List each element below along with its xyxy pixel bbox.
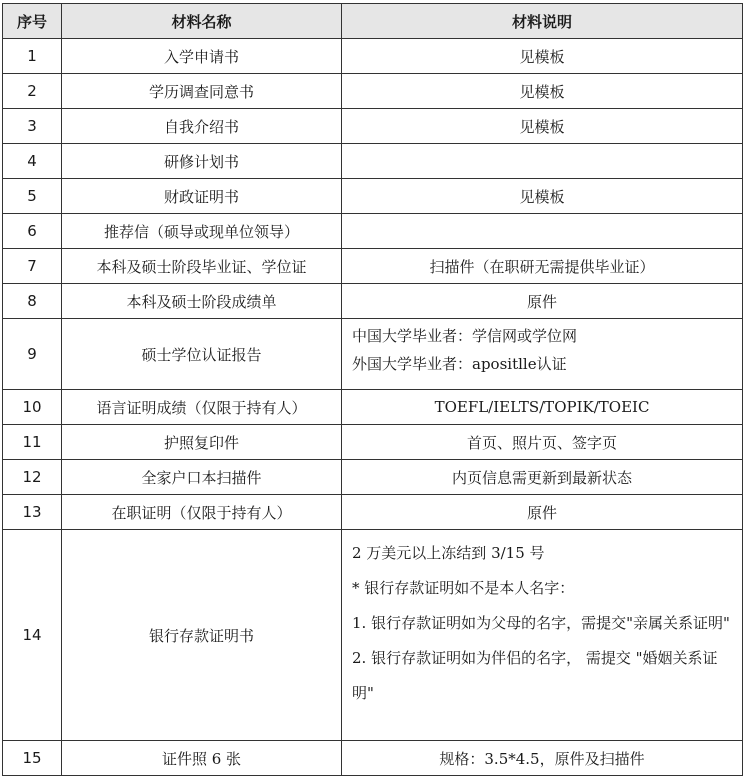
- header-row: [3, 4, 743, 39]
- table-row: [3, 460, 743, 495]
- row-desc: [342, 214, 743, 249]
- table-row: [3, 495, 743, 530]
- row-name: 自我介绍书: [62, 109, 342, 144]
- header-desc: 材料说明: [342, 4, 743, 39]
- row-name: 硕士学位认证报告: [62, 319, 342, 390]
- row-no: 7: [3, 249, 62, 284]
- table-row: [3, 109, 743, 144]
- table-row: [3, 39, 743, 74]
- row-name: 银行存款证明书: [62, 530, 342, 741]
- desc-line: 外国大学毕业者：apositlle认证: [352, 355, 567, 373]
- table-row: [3, 249, 743, 284]
- desc-line: 中国大学毕业者：学信网或学位网: [352, 327, 578, 345]
- row-name: 护照复印件: [62, 425, 342, 460]
- row-desc: [342, 319, 743, 390]
- row-no: 13: [3, 495, 62, 530]
- row-desc: 见模板: [342, 74, 743, 109]
- row-no: 3: [3, 109, 62, 144]
- row-name: 本科及硕士阶段毕业证、学位证: [62, 249, 342, 284]
- row-no: 5: [3, 179, 62, 214]
- desc-line: * 银行存款证明如不是本人名字：: [352, 579, 575, 597]
- row-desc: 原件: [342, 495, 743, 530]
- row-name: 全家户口本扫描件: [62, 460, 342, 495]
- row-name: 在职证明（仅限于持有人）: [62, 495, 342, 530]
- row-no: 8: [3, 284, 62, 319]
- row-no: 4: [3, 144, 62, 179]
- table-row: [3, 179, 743, 214]
- table-row: [3, 741, 743, 776]
- desc-line: 1. 银行存款证明如为父母的名字，需提交"亲属关系证明": [352, 614, 730, 632]
- row-no: 6: [3, 214, 62, 249]
- row-desc: 见模板: [342, 179, 743, 214]
- header-name: 材料名称: [62, 4, 342, 39]
- desc-line: 2. 银行存款证明如为伴侣的名字， 需提交 "婚姻关系证明": [352, 649, 718, 702]
- row-name: 研修计划书: [62, 144, 342, 179]
- row-name: 学历调查同意书: [62, 74, 342, 109]
- materials-table: [2, 3, 743, 776]
- table-row: [3, 284, 743, 319]
- row-no: 1: [3, 39, 62, 74]
- row-desc: 规格：3.5*4.5，原件及扫描件: [342, 741, 743, 776]
- row-desc: [342, 144, 743, 179]
- table-row: [3, 144, 743, 179]
- row-desc: 见模板: [342, 109, 743, 144]
- row-desc: [342, 530, 743, 741]
- row-name: 入学申请书: [62, 39, 342, 74]
- row-name: 推荐信（硕导或现单位领导）: [62, 214, 342, 249]
- row-desc: 扫描件（在职研无需提供毕业证）: [342, 249, 743, 284]
- row-name: 财政证明书: [62, 179, 342, 214]
- row-no: 2: [3, 74, 62, 109]
- document: [2, 3, 743, 776]
- row-no: 9: [3, 319, 62, 390]
- table-row: [3, 319, 743, 390]
- table-row: [3, 74, 743, 109]
- header-no: 序号: [3, 4, 62, 39]
- row-desc: 见模板: [342, 39, 743, 74]
- row-no: 15: [3, 741, 62, 776]
- table-row: [3, 214, 743, 249]
- row-name: 证件照 6 张: [62, 741, 342, 776]
- row-name: 语言证明成绩（仅限于持有人）: [62, 390, 342, 425]
- row-no: 14: [3, 530, 62, 741]
- row-desc: 首页、照片页、签字页: [342, 425, 743, 460]
- row-desc: 原件: [342, 284, 743, 319]
- table-row: [3, 425, 743, 460]
- row-no: 12: [3, 460, 62, 495]
- row-no: 11: [3, 425, 62, 460]
- row-name: 本科及硕士阶段成绩单: [62, 284, 342, 319]
- table-row: [3, 530, 743, 741]
- row-desc: TOEFL/IELTS/TOPIK/TOEIC: [342, 390, 743, 425]
- row-desc: 内页信息需更新到最新状态: [342, 460, 743, 495]
- row-no: 10: [3, 390, 62, 425]
- desc-line: 2 万美元以上冻结到 3/15 号: [352, 544, 545, 562]
- table-row: [3, 390, 743, 425]
